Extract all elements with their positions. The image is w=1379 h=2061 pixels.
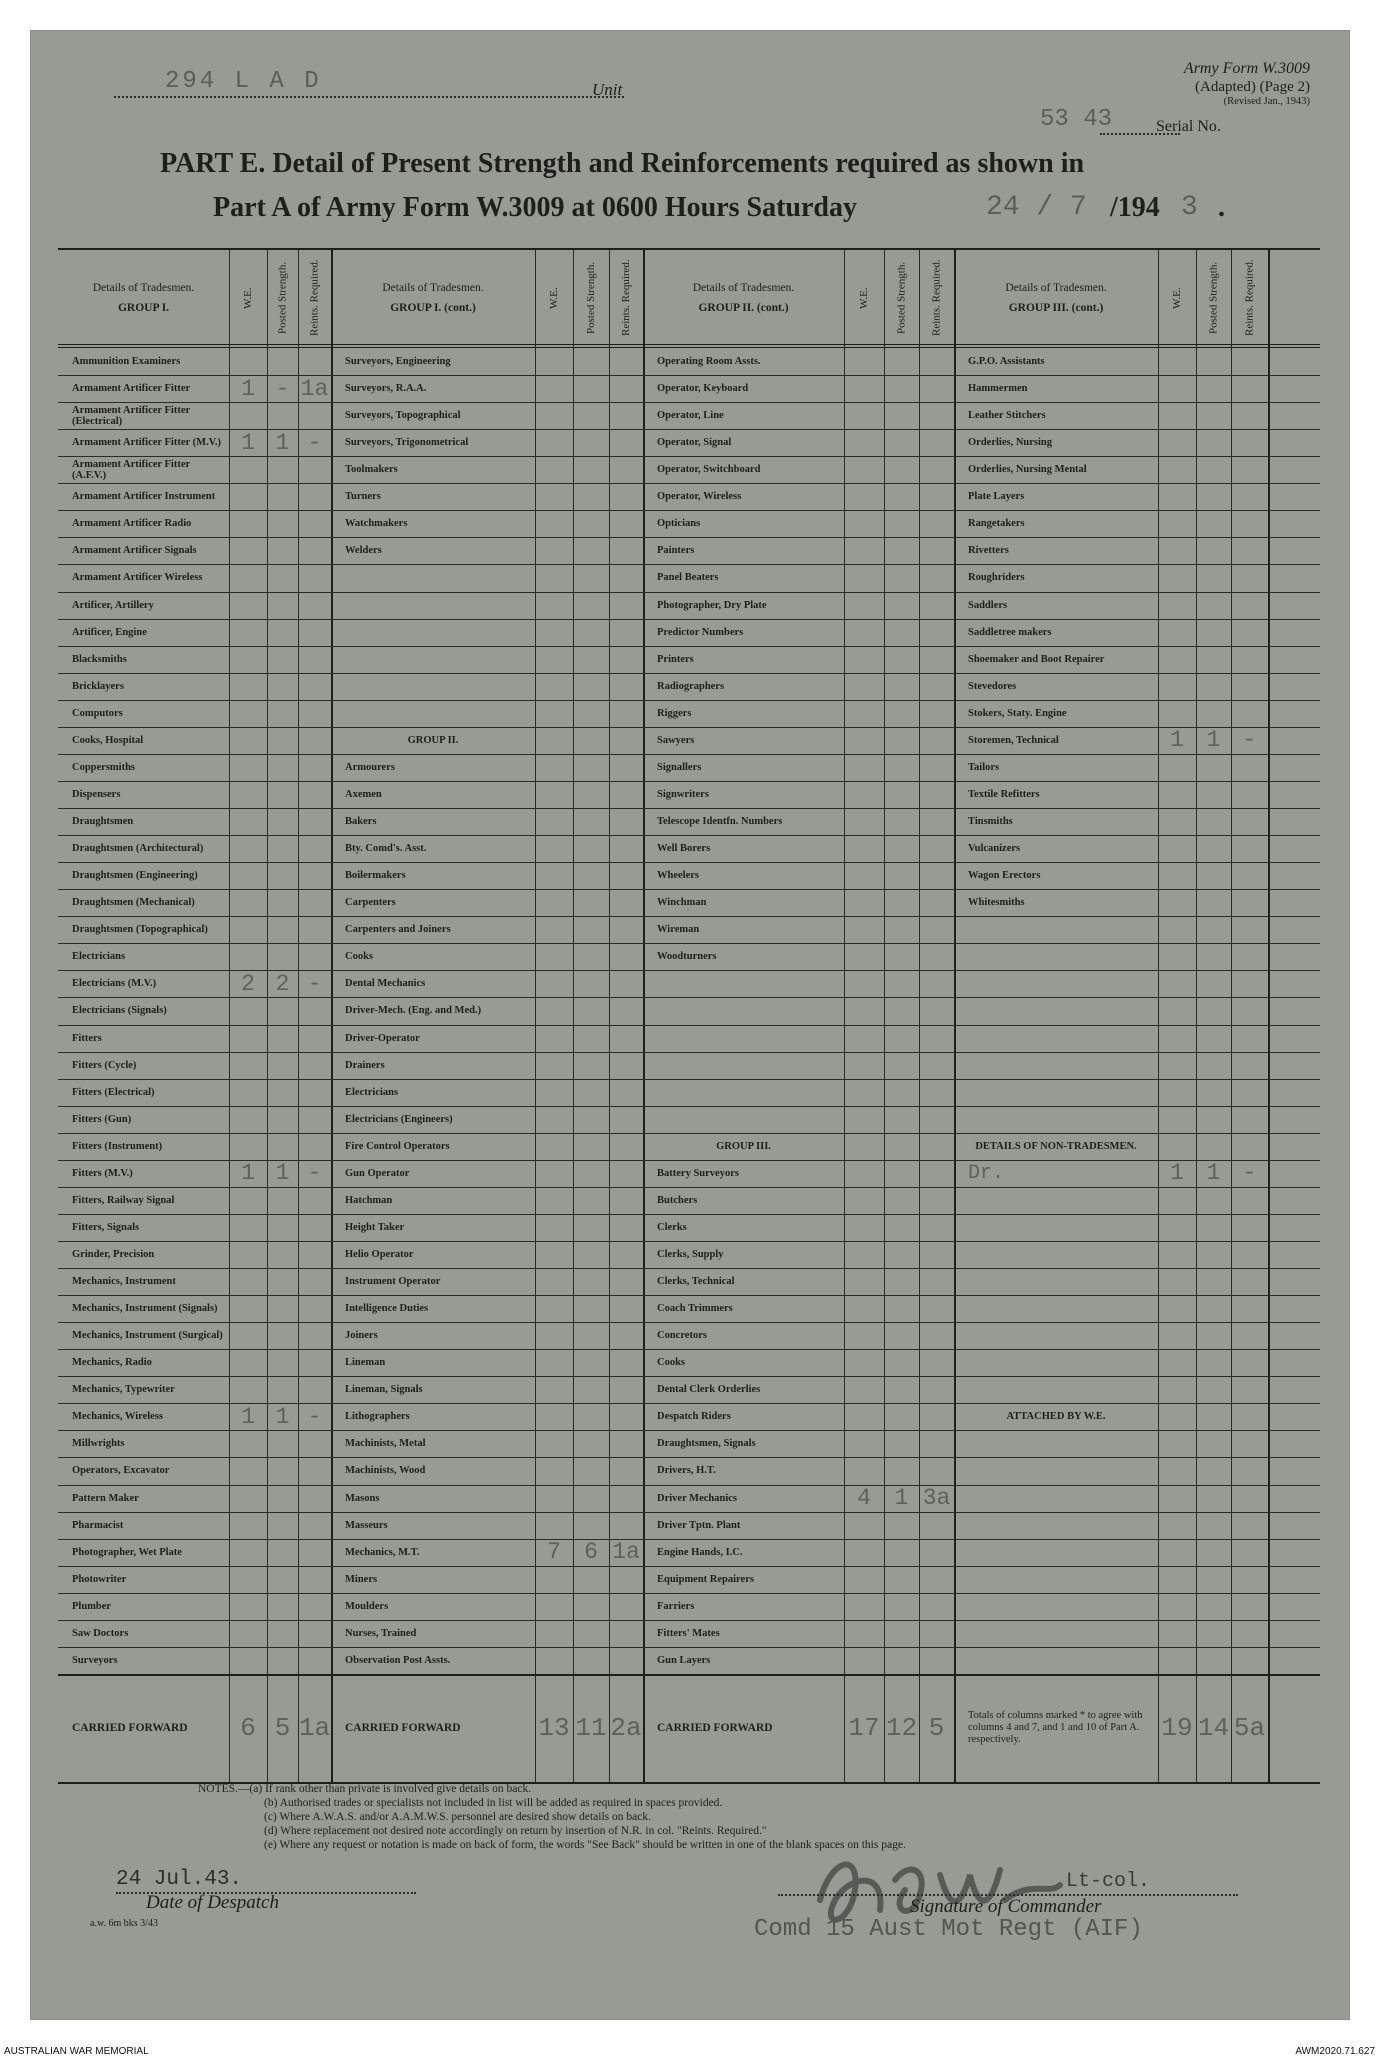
trade-cell: Draughtsmen (Engineering)	[72, 870, 198, 882]
trade-cell: Orderlies, Nursing Mental	[968, 464, 1087, 476]
form-sheet	[30, 30, 1350, 2020]
trade-cell: Telescope Identfn. Numbers	[657, 816, 783, 828]
entry-we: 7	[547, 1539, 561, 1566]
column-header-details	[954, 250, 1158, 346]
carried-forward-we: 19	[1161, 1712, 1193, 1743]
column-header-reints: Reints. Required.	[308, 259, 321, 337]
trade-cell: Height Taker	[345, 1221, 405, 1233]
date-day-month: 24 / 7	[986, 192, 1087, 223]
carried-forward-we: 17	[848, 1712, 880, 1743]
entry-reints: -	[307, 970, 322, 997]
credit-left: AUSTRALIAN WAR MEMORIAL	[4, 2046, 149, 2057]
trade-cell: Opticians	[657, 518, 701, 530]
trade-cell: Fitters, Signals	[72, 1221, 140, 1233]
entry-we: 1	[1170, 1160, 1184, 1187]
entry-posted: 1	[275, 429, 290, 456]
trade-cell: Coppersmiths	[72, 761, 136, 773]
trade-cell: Fitters (Cycle)	[72, 1059, 137, 1071]
form-ref-line1: Army Form W.3009	[1183, 60, 1310, 77]
carried-forward-label: Totals of columns marked * to agree with columns 4 and 7, and 1 and 10 of Part A. respectively.	[968, 1709, 1143, 1745]
trade-cell: Armament Artificer Instrument	[72, 491, 216, 503]
trade-cell: Turners	[345, 491, 381, 503]
header-details-label: Details of Tradesmen.	[382, 282, 484, 294]
trade-cell: Painters	[657, 545, 695, 557]
row-divider	[58, 1079, 1320, 1080]
trade-cell: Driver-Operator	[345, 1032, 420, 1044]
trade-cell: Draughtsmen (Mechanical)	[72, 897, 195, 909]
despatch-label: Date of Despatch	[146, 1892, 279, 1913]
entry-we: 4	[857, 1485, 871, 1512]
trade-cell: Pharmacist	[72, 1519, 124, 1531]
column-header-reints: Reints. Required.	[930, 259, 943, 337]
row-divider	[58, 1052, 1320, 1053]
column-header-we: W.E.	[1171, 287, 1183, 309]
rank-value: Lt-col.	[1066, 1870, 1151, 1893]
trade-cell: Signwriters	[657, 788, 709, 800]
trade-cell: Moulders	[345, 1600, 389, 1612]
trade-cell: Orderlies, Nursing	[968, 437, 1052, 449]
trade-cell: Masons	[345, 1492, 380, 1504]
trade-cell: Observation Post Assts.	[345, 1654, 451, 1666]
trade-cell: Carpenters	[345, 897, 396, 909]
commander-value: Comd 15 Aust Mot Regt (AIF)	[754, 1916, 1143, 1943]
trade-cell: Pattern Maker	[72, 1492, 139, 1504]
trade-cell: Operating Room Assts.	[657, 356, 761, 368]
header-details-label: Details of Tradesmen.	[692, 282, 795, 294]
trade-cell: Stevedores	[968, 680, 1017, 692]
trade-cell: Drainers	[345, 1059, 385, 1071]
trade-cell: Clerks	[657, 1221, 687, 1233]
entry-posted: 1	[894, 1485, 909, 1512]
entry-posted: 6	[584, 1539, 598, 1566]
trade-cell: Toolmakers	[345, 464, 398, 476]
trade-cell: Mechanics, M.T.	[345, 1546, 420, 1558]
entry-we: 2	[241, 970, 255, 997]
trade-cell: Instrument Operator	[345, 1276, 441, 1288]
trade-cell: Surveyors, Topographical	[345, 410, 461, 422]
trade-cell: Despatch Riders	[657, 1411, 731, 1423]
note-line-b: (b) Authorised trades or specialists not included in list will be added as required in spaces provided.	[264, 1797, 723, 1809]
trade-cell: Surveyors, Trigonometrical	[345, 437, 469, 449]
carried-forward-reints: 5	[928, 1712, 945, 1743]
carried-forward-label: CARRIED FORWARD	[345, 1721, 461, 1734]
trade-cell: Armament Artificer Signals	[72, 545, 197, 557]
header-details-label: Details of Tradesmen.	[92, 282, 195, 294]
trade-cell: Mechanics, Instrument (Signals)	[72, 1303, 218, 1315]
trade-cell: Battery Surveyors	[657, 1167, 739, 1179]
trade-cell: Machinists, Metal	[345, 1438, 426, 1450]
trade-cell: Intelligence Duties	[345, 1303, 429, 1315]
trade-cell: Hatchman	[345, 1194, 393, 1206]
trade-cell: Photowriter	[72, 1573, 127, 1585]
column-divider	[844, 250, 845, 1782]
column-divider	[229, 250, 230, 1782]
entry-we: 1	[241, 429, 255, 456]
column-divider	[643, 250, 645, 1782]
trade-cell: Dental Clerk Orderlies	[657, 1384, 761, 1396]
carried-forward-reints: 1a	[298, 1712, 331, 1743]
trade-cell: Gun Operator	[345, 1167, 410, 1179]
trade-cell: Armament Artificer Fitter (A.F.V.)	[72, 458, 190, 481]
trade-cell: Roughriders	[968, 572, 1025, 584]
entry-reints: -	[307, 1403, 322, 1430]
trade-cell: Printers	[657, 653, 694, 665]
carried-forward-label: CARRIED FORWARD	[72, 1721, 188, 1734]
trade-cell: Dispensers	[72, 788, 121, 800]
trade-cell: Armament Artificer Fitter (M.V.)	[72, 437, 221, 449]
trade-cell: Engine Hands, I.C.	[657, 1546, 743, 1558]
column-header-posted: Posted Strength.	[1207, 261, 1220, 335]
entry-we: 1	[1170, 727, 1184, 754]
trade-cell: Wireman	[657, 924, 700, 936]
trade-cell: ATTACHED BY W.E.	[1006, 1411, 1106, 1423]
trade-cell: Operator, Switchboard	[657, 464, 761, 476]
column-divider	[331, 250, 333, 1782]
trade-cell: Millwrights	[72, 1438, 125, 1450]
trade-cell: Axemen	[345, 788, 382, 800]
trade-cell: Helio Operator	[345, 1248, 414, 1260]
trade-cell: Armament Artificer Radio	[72, 518, 192, 530]
carried-forward-label: CARRIED FORWARD	[657, 1721, 773, 1734]
trade-cell: Fitters (M.V.)	[72, 1167, 133, 1179]
credit-right: AWM2020.71.627	[1295, 2046, 1375, 2057]
trade-cell: Mechanics, Typewriter	[72, 1384, 175, 1396]
trade-cell: Electricians (M.V.)	[72, 978, 157, 990]
trade-cell: Mechanics, Wireless	[72, 1411, 163, 1423]
trade-cell: Blacksmiths	[72, 653, 127, 665]
trade-cell: Mechanics, Radio	[72, 1357, 152, 1369]
trade-cell: GROUP III.	[716, 1140, 771, 1152]
trade-cell: Dental Mechanics	[345, 978, 426, 990]
entry-reints: -	[307, 1160, 322, 1187]
trade-cell: Fitters	[72, 1032, 102, 1044]
despatch-value: 24 Jul.43.	[116, 1868, 243, 1891]
trade-cell: Artificer, Engine	[72, 626, 147, 638]
trade-cell: Tinsmiths	[968, 816, 1013, 828]
date-year-prefix: /194	[1110, 192, 1160, 223]
trade-cell: Vulcanizers	[968, 843, 1021, 855]
trade-cell: Storemen, Technical	[968, 734, 1059, 746]
header-group-label: GROUP III. (cont.)	[1008, 302, 1104, 314]
trade-cell: Saw Doctors	[72, 1627, 129, 1639]
unit-line	[114, 96, 624, 98]
trade-cell: Surveyors, Engineering	[345, 356, 451, 368]
trade-cell: Tailors	[968, 761, 1000, 773]
trade-cell: Masseurs	[345, 1519, 388, 1531]
row-divider	[58, 1106, 1320, 1107]
trade-cell: Shoemaker and Boot Repairer	[968, 653, 1105, 665]
trade-cell: Mechanics, Instrument (Surgical)	[72, 1330, 223, 1342]
trade-cell: Saddletree makers	[968, 626, 1052, 638]
trade-cell: Draughtsmen (Architectural)	[72, 843, 204, 855]
column-divider	[267, 250, 268, 1782]
trade-cell: Surveyors	[72, 1654, 118, 1666]
trade-cell: Butchers	[657, 1194, 698, 1206]
unit-value: 294 L A D	[165, 68, 322, 95]
trade-cell: Lithographers	[345, 1411, 410, 1423]
trade-cell: Computors	[72, 707, 123, 719]
trade-cell: Electricians	[345, 1086, 399, 1098]
trade-cell: Gun Layers	[657, 1654, 711, 1666]
trade-cell: Wagon Erectors	[968, 870, 1041, 882]
trade-cell: Lineman	[345, 1357, 386, 1369]
carried-forward-posted: 14	[1197, 1712, 1230, 1743]
trade-cell: Boilermakers	[345, 870, 406, 882]
column-header-we: W.E.	[548, 287, 560, 309]
trade-cell: Carpenters and Joiners	[345, 924, 451, 936]
trade-cell: Watchmakers	[345, 518, 408, 530]
trade-cell: Fitters (Gun)	[72, 1113, 132, 1125]
signature-label: Signature of Commander	[910, 1896, 1102, 1917]
trade-cell: Machinists, Wood	[345, 1465, 426, 1477]
trade-cell: Woodturners	[657, 951, 717, 963]
trade-cell: Nurses, Trained	[345, 1627, 417, 1639]
entry-posted: -	[275, 375, 290, 402]
header-details-label: Details of Tradesmen.	[1005, 282, 1107, 294]
entry-posted: 1	[1206, 1160, 1221, 1187]
trade-cell: Armament Artificer Fitter (Electrical)	[72, 404, 190, 427]
trade-cell: Sawyers	[657, 734, 695, 746]
trade-cell: DETAILS OF NON-TRADESMEN.	[975, 1140, 1137, 1152]
column-header-reints: Reints. Required.	[620, 259, 632, 337]
entry-posted: 1	[275, 1403, 290, 1430]
entry-reints: -	[1242, 1160, 1257, 1187]
entry-posted: 1	[1206, 727, 1221, 754]
column-header-details	[643, 250, 844, 346]
trade-cell: Artificer, Artillery	[72, 599, 154, 611]
entry-we: 1	[241, 1160, 255, 1187]
note-line-e: (e) Where any request or notation is made on back of form, the words "See Back" should be written in one of the blank spaces on this page.	[264, 1839, 906, 1851]
note-line-a: NOTES.—(a) If rank other than private is involved give details on back.	[198, 1783, 532, 1795]
trade-cell: GROUP II.	[407, 734, 459, 746]
trade-cell: Fitters (Instrument)	[72, 1140, 163, 1152]
row-divider	[58, 997, 1320, 998]
trade-cell: Cooks, Hospital	[72, 734, 144, 746]
trade-cell: Rivetters	[968, 545, 1009, 557]
trade-cell: Equipment Repairers	[657, 1573, 754, 1585]
carried-forward-posted: 12	[885, 1712, 918, 1743]
column-header-reints: Reints. Required.	[1243, 259, 1256, 337]
trade-cell: G.P.O. Assistants	[968, 356, 1045, 368]
trade-cell: Joiners	[345, 1330, 378, 1342]
column-divider	[298, 250, 299, 1782]
trade-cell: Whitesmiths	[968, 897, 1025, 909]
date-year-suffix: 3	[1181, 192, 1198, 223]
column-divider	[954, 250, 956, 1782]
trade-cell: Grinder, Precision	[72, 1248, 155, 1260]
trade-cell: Photographer, Wet Plate	[72, 1546, 182, 1558]
column-header-posted: Posted Strength.	[276, 261, 289, 335]
header-group-label: GROUP I.	[117, 302, 170, 314]
entry-reints: 1a	[612, 1539, 640, 1566]
trade-cell: Riggers	[657, 707, 692, 719]
date-period: .	[1218, 192, 1225, 223]
trade-cell: Fitters' Mates	[657, 1627, 720, 1639]
trade-cell: Predictor Numbers	[657, 626, 744, 638]
unit-label: Unit	[592, 80, 623, 99]
trade-cell: Electricians	[72, 951, 126, 963]
column-header-we: W.E.	[242, 287, 254, 309]
note-line-c: (c) Where A.W.A.S. and/or A.A.M.W.S. personnel are desired show details on back.	[264, 1811, 651, 1823]
trade-cell: Operator, Signal	[657, 437, 732, 449]
entry-reints: 3a	[922, 1485, 951, 1512]
trade-cell: Bty. Comd's. Asst.	[345, 843, 427, 855]
trade-cell: Armament Artificer Wireless	[72, 572, 203, 584]
trade-cell: Textile Refitters	[968, 788, 1040, 800]
trade-cell: Armourers	[345, 761, 395, 773]
column-header-details	[331, 250, 535, 346]
column-header-details	[58, 250, 229, 346]
column-divider	[1158, 250, 1159, 1782]
trade-cell: Hammermen	[968, 383, 1028, 395]
carried-forward-posted: 11	[575, 1712, 607, 1743]
trade-cell: Plate Layers	[968, 491, 1025, 503]
trade-cell: Electricians (Engineers)	[345, 1113, 453, 1125]
trade-cell: Cooks	[657, 1357, 686, 1369]
trade-cell: Photographer, Dry Plate	[657, 599, 767, 611]
trade-cell: Panel Beaters	[657, 572, 719, 584]
trade-cell: Driver Tptn. Plant	[657, 1519, 741, 1531]
entry-reints: -	[1242, 727, 1257, 754]
entry-reints: -	[307, 429, 322, 456]
carried-forward-reints: 2a	[610, 1712, 642, 1743]
trade-cell: Farriers	[657, 1600, 695, 1612]
trade-cell: Operators, Excavator	[72, 1465, 170, 1477]
trade-cell: Fire Control Operators	[345, 1140, 450, 1152]
entry-posted: 2	[275, 970, 290, 997]
print-code: a.w. 6m bks 3/43	[90, 1918, 158, 1929]
carried-forward-reints: 5a	[1233, 1712, 1266, 1743]
column-header-posted: Posted Strength.	[895, 261, 908, 335]
title-line2: Part A of Army Form W.3009 at 0600 Hours Saturday	[213, 192, 857, 223]
trade-cell: Dr.	[968, 1161, 1005, 1185]
trade-cell: Bakers	[345, 816, 377, 828]
column-header-we: W.E.	[858, 287, 870, 309]
trade-cell: Operator, Keyboard	[657, 383, 749, 395]
entry-we: 1	[241, 375, 255, 402]
trade-cell: Miners	[345, 1573, 378, 1585]
trade-cell: Stokers, Staty. Engine	[968, 707, 1067, 719]
entry-we: 1	[241, 1403, 255, 1430]
column-divider	[1196, 250, 1197, 1782]
trade-cell: Concretors	[657, 1330, 707, 1342]
form-ref-line3: (Revised Jan., 1943)	[1223, 96, 1310, 107]
serial-value: 53 43	[1040, 106, 1113, 133]
header-group-label: GROUP II. (cont.)	[698, 302, 789, 314]
trade-cell: Surveyors, R.A.A.	[345, 383, 427, 395]
trade-cell: Plumber	[72, 1600, 112, 1612]
entry-reints: 1a	[300, 375, 329, 402]
trade-cell: Operator, Line	[657, 410, 724, 422]
column-divider	[1268, 250, 1270, 1782]
trade-cell: Fitters (Electrical)	[72, 1086, 155, 1098]
entry-posted: 1	[275, 1160, 290, 1187]
trade-cell: Lineman, Signals	[345, 1384, 423, 1396]
serial-label: Serial No.	[1156, 118, 1221, 135]
column-header-posted: Posted Strength.	[585, 261, 597, 335]
row-divider	[58, 1025, 1320, 1026]
trade-cell: Draughtsmen	[72, 816, 134, 828]
trade-cell: Clerks, Technical	[657, 1276, 735, 1288]
trade-cell: Electricians (Signals)	[72, 1005, 167, 1017]
trade-cell: Bricklayers	[72, 680, 124, 692]
carried-forward-posted: 5	[274, 1712, 291, 1743]
trade-cell: Cooks	[345, 951, 374, 963]
trade-cell: Radiographers	[657, 680, 725, 692]
trade-cell: Signallers	[657, 761, 702, 773]
column-divider	[884, 250, 885, 1782]
trade-cell: Draughtsmen, Signals	[657, 1438, 756, 1450]
trade-cell: Coach Trimmers	[657, 1303, 733, 1315]
trade-cell: Driver-Mech. (Eng. and Med.)	[345, 1005, 482, 1017]
carried-forward-we: 13	[538, 1712, 570, 1743]
trade-cell: Ammunition Examiners	[72, 356, 181, 368]
title-line1: PART E. Detail of Present Strength and Reinforcements required as shown in	[160, 148, 1085, 179]
trade-cell: Rangetakers	[968, 518, 1025, 530]
form-ref-line2: (Adapted) (Page 2)	[1195, 79, 1310, 95]
trade-cell: Winchman	[657, 897, 707, 909]
trade-cell: Draughtsmen (Topographical)	[72, 924, 208, 936]
note-line-d: (d) Where replacement not desired note accordingly on return by insertion of N.R. in col. "Reints. Required."	[264, 1825, 767, 1837]
column-divider	[919, 250, 920, 1782]
carried-forward-we: 6	[240, 1712, 256, 1743]
trade-cell: Operator, Wireless	[657, 491, 742, 503]
trade-cell: Leather Stitchers	[968, 410, 1046, 422]
trade-cell: Well Borers	[657, 843, 711, 855]
trade-cell: Welders	[345, 545, 382, 557]
trade-cell: Drivers, H.T.	[657, 1465, 716, 1477]
trade-cell: Fitters, Railway Signal	[72, 1194, 175, 1206]
column-divider	[1231, 250, 1232, 1782]
strength-table	[58, 248, 1320, 1784]
trade-cell: Mechanics, Instrument	[72, 1276, 176, 1288]
header-group-label: GROUP I. (cont.)	[390, 302, 476, 314]
trade-cell: Armament Artificer Fitter	[72, 383, 191, 395]
trade-cell: Wheelers	[657, 870, 699, 882]
trade-cell: Saddlers	[968, 599, 1008, 611]
trade-cell: Clerks, Supply	[657, 1248, 724, 1260]
trade-cell: Driver Mechanics	[657, 1492, 737, 1504]
